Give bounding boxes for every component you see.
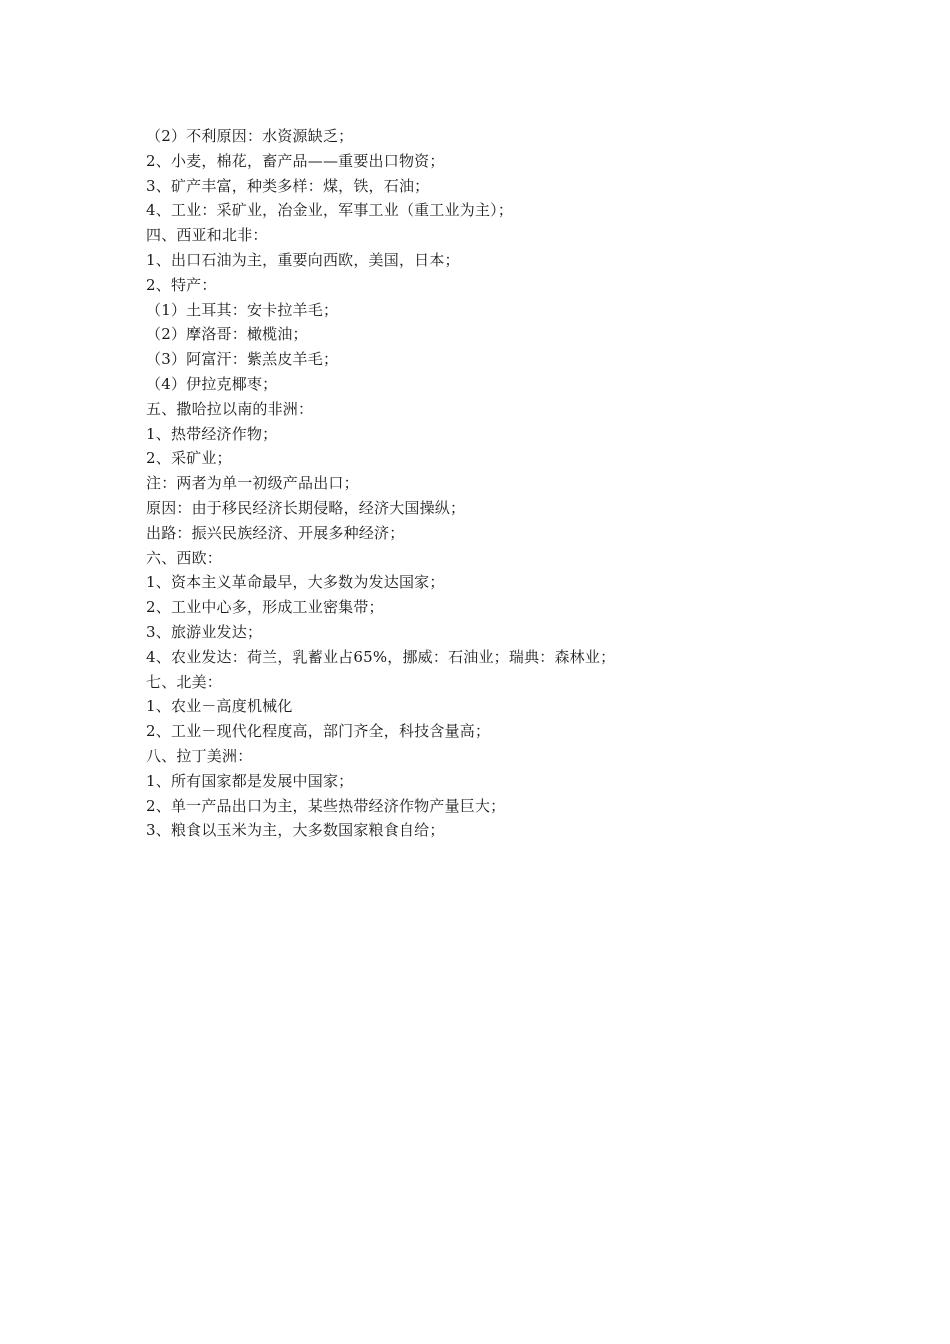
section-heading: 六、西欧： — [146, 548, 223, 567]
text-line: 原因：由于移民经济长期侵略，经济大国操纵； — [146, 498, 466, 517]
text-line: 2、工业中心多，形成工业密集带； — [146, 598, 384, 617]
section-heading: 七、北美： — [146, 672, 223, 691]
text-line: （2）摩洛哥：橄榄油； — [146, 325, 308, 344]
text-line: 2、单一产品出口为主，某些热带经济作物产量巨大； — [146, 796, 506, 815]
section-heading: 八、拉丁美洲： — [146, 746, 253, 765]
text-line: 1、农业－高度机械化 — [146, 697, 293, 716]
text-line: 2、采矿业； — [146, 449, 232, 468]
section-heading: 五、撒哈拉以南的非洲： — [146, 399, 314, 418]
text-line: 1、所有国家都是发展中国家； — [146, 771, 354, 790]
text-line: （2）不利原因：水资源缺乏； — [146, 127, 354, 145]
text-line: 1、热带经济作物； — [146, 424, 278, 443]
text-line: 4、农业发达：荷兰，乳蓄业占65%，挪威：石油业；瑞典：森林业； — [146, 647, 616, 666]
document-body — [146, 124, 846, 843]
text-line: 2、特产： — [146, 275, 217, 294]
text-line: 1、出口石油为主，重要向西欧，美国，日本； — [146, 250, 460, 269]
text-line: （4）伊拉克椰枣； — [146, 374, 278, 393]
text-line: （3）阿富汗：紫羔皮羊毛； — [146, 350, 339, 369]
section-heading: 四、西亚和北非： — [146, 226, 268, 245]
text-line: 注：两者为单一初级产品出口； — [146, 474, 359, 493]
text-line: 3、旅游业发达； — [146, 622, 263, 641]
text-line: （1）土耳其：安卡拉羊毛； — [146, 300, 339, 319]
text-line: 3、粮食以玉米为主，大多数国家粮食自给； — [146, 821, 445, 840]
text-line: 2、工业－现代化程度高，部门齐全，科技含量高； — [146, 722, 491, 741]
text-line: 4、工业：采矿业，冶金业，军事工业（重工业为主）； — [146, 201, 514, 220]
text-line: 1、资本主义革命最早，大多数为发达国家； — [146, 573, 445, 592]
text-line: 2、小麦，棉花，畜产品——重要出口物资； — [146, 151, 445, 170]
text-line: 出路：振兴民族经济、开展多种经济； — [146, 523, 405, 542]
text-line: 3、矿产丰富，种类多样：煤，铁，石油； — [146, 176, 430, 195]
